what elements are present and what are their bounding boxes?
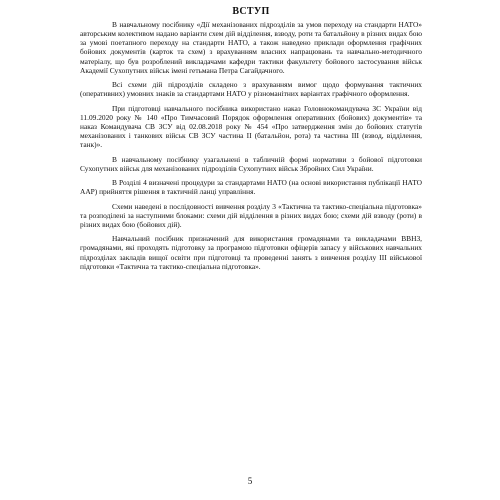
paragraph-intro: В навчальному посібнику «Дії механізованих підрозділів за умов переходу на стандарти НАТО» авторським колективом надано варіанти схем дій відділення, взводу, роти та батальйону в різних видах бою за умові поетапного переходу на стандарти НАТО, а також наведено приклади оформлення графічних бойових документів (карток та схем) з врахуванням власних напрацювань та навчально-методичного матеріалу, що був розроблений викладачами кафедри тактики факультету бойового застосування військ Академії Сухопутних військ імені гетьмана Петра Сагайдачного. xyxy=(80,20,422,75)
paragraph-schemes-order: Схеми наведені в послідовності вивчення розділу 3 «Тактична та тактико-спеціальна підготовка» та розподілені за наступними блоками: схеми дій відділення в різних видах бою; схеми дій взводу (роти) в різних видах бою (бойових дій). xyxy=(80,201,422,229)
document-page xyxy=(80,6,422,276)
page-number: 5 xyxy=(247,476,253,486)
paragraph-standards-table: В навчальному посібнику узагальнені в табличній формі нормативи з бойової підготовки Сухопутних військ для механізованих підрозділів Сухопутних військ Збройних Сил України. xyxy=(80,154,422,173)
page-title: ВСТУП xyxy=(232,6,270,17)
paragraph-section-4: В Розділі 4 визначені процедури за стандартами НАТО (на основі використання публікації НАТО ААР) прийняття рішення в тактичній ланці управління. xyxy=(80,178,422,197)
paragraph-audience: Навчальний посібник призначений для використання громадянами та викладачами ВВНЗ, громадянами, які проходять підготовку за програмою підготовки офіцерів запасу у військових навчальних підрозділах закладів вищої освіти при підготовці та проведенні занять з вивчення розділу ІІІ військової підготовки «Тактична та тактико-спеціальна підготовка». xyxy=(80,234,422,271)
paragraph-orders: При підготовці навчального посібника використано наказ Головнокомандувача ЗС України від 11.09.2020 року № 140 «Про Тимчасовий Порядок оформлення оперативних (бойових) документів» та наказ Командувача СВ ЗСУ від 02.08.2018 року № 454 «Про затвердження змін до бойових статутів механізованих і танкових військ СВ ЗСУ частина ІІ (батальйон, рота) та частина ІІІ (взвод, відділення, танк)». xyxy=(80,103,422,150)
paragraph-schemes: Всі схеми дій підрозділів складено з врахуванням вимог щодо формування тактичних (оперативних) умовних знаків за стандартами НАТО у різноманітних варіантах графічного оформлення. xyxy=(80,80,422,99)
